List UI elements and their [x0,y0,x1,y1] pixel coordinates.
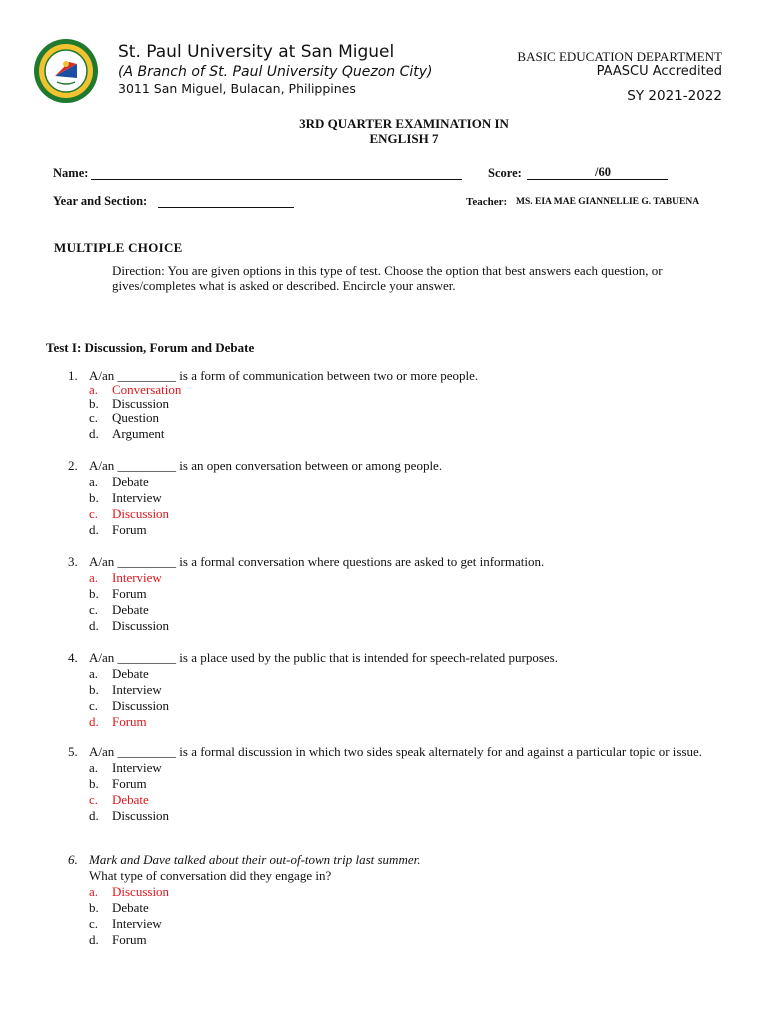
option-b[interactable]: b. Debate [89,900,149,915]
question-text: A/an _________ is a form of communication between two or more people. [89,368,479,383]
option-c[interactable]: c. Question [89,410,159,425]
school-branch: (A Branch of St. Paul University Quezon City) [118,64,433,80]
question-number: 4. [68,650,78,665]
exam-title-line2: ENGLISH 7 [369,131,439,146]
question-number: 5. [68,744,78,759]
option-a[interactable]: a. Discussion [89,884,170,899]
school-year: SY 2021-2022 [627,88,722,104]
accreditation-label: PAASCU Accredited [596,64,722,79]
name-label: Name: [53,166,89,180]
option-c[interactable]: c. Discussion [89,698,170,713]
score-label: Score: [488,166,522,180]
question-number: 1. [68,368,78,383]
option-a[interactable]: a. Interview [89,570,162,585]
name-field[interactable] [91,179,462,180]
option-c[interactable]: c. Discussion [89,506,170,521]
question-6 [68,852,728,948]
question-text: Mark and Dave talked about their out-of-town trip last summer. [89,852,421,867]
section-heading: MULTIPLE CHOICE [54,240,183,255]
option-b[interactable]: b. Interview [89,682,162,697]
question-2 [68,458,728,538]
option-b[interactable]: b. Forum [89,586,147,601]
option-d[interactable]: d. Forum [89,522,147,537]
score-total: /60 [595,165,611,179]
department-label: BASIC EDUCATION DEPARTMENT [517,49,722,64]
question-text: A/an _________ is a formal discussion in which two sides speak alternately for and against a particular topic or issue. [89,744,703,759]
option-b[interactable]: b. Forum [89,776,147,791]
teacher-label: Teacher: [466,196,508,208]
teacher-name: MS. EIA MAE GIANNELLIE G. TABUENA [516,197,700,207]
option-c[interactable]: c. Debate [89,602,149,617]
option-a[interactable]: a. Debate [89,666,149,681]
question-text: A/an _________ is a place used by the public that is intended for speech-related purposes. [89,650,558,665]
option-c[interactable]: c. Interview [89,916,162,931]
option-a[interactable]: a. Conversation [89,382,182,397]
option-c[interactable]: c. Debate [89,792,149,807]
option-d[interactable]: d. Forum [89,932,147,947]
question-text: A/an _________ is a formal conversation where questions are asked to get information. [89,554,545,569]
question-subtext: What type of conversation did they engage in? [89,868,332,883]
school-name: St. Paul University at San Miguel [118,42,395,62]
option-b[interactable]: b. Discussion [89,396,170,411]
option-d[interactable]: d. Forum [89,714,147,729]
year-section-field[interactable] [158,207,294,208]
question-number: 3. [68,554,78,569]
school-address: 3011 San Miguel, Bulacan, Philippines [118,81,356,96]
question-number: 6. [68,852,78,867]
option-d[interactable]: d. Argument [89,426,165,441]
exam-title-line1: 3RD QUARTER EXAMINATION IN [299,116,509,131]
direction-text: Direction: You are given options in this type of test. Choose the option that best answers each question, or gives/completes what is asked or described. Encircle your answer. [112,263,663,293]
university-seal-icon [33,38,99,104]
exam-title [0,116,768,146]
question-4 [68,650,728,730]
question-1 [68,368,728,442]
option-b[interactable]: b. Interview [89,490,162,505]
test-heading: Test I: Discussion, Forum and Debate [46,340,255,355]
option-d[interactable]: d. Discussion [89,808,170,823]
option-d[interactable]: d. Discussion [89,618,170,633]
option-a[interactable]: a. Debate [89,474,149,489]
question-3 [68,554,728,634]
year-section-label: Year and Section: [53,194,148,208]
question-5 [68,744,728,824]
question-text: A/an _________ is an open conversation between or among people. [89,458,443,473]
question-number: 2. [68,458,78,473]
option-a[interactable]: a. Interview [89,760,162,775]
